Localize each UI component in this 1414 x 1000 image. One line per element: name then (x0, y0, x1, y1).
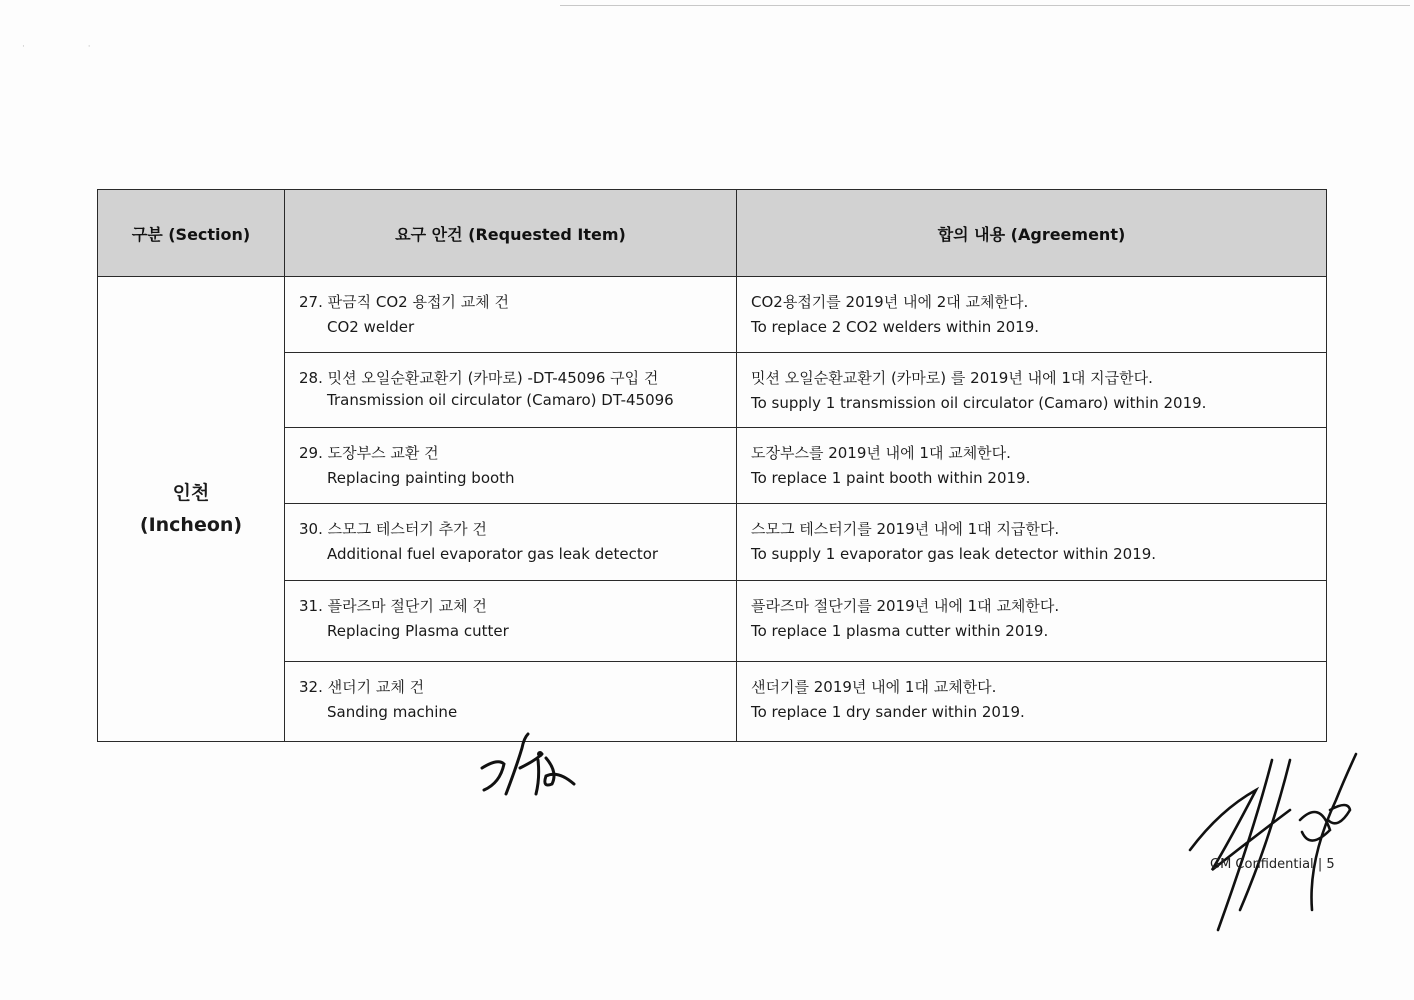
header-section: 구분 (Section) (98, 190, 285, 277)
section-name-ko: 인천 (172, 482, 210, 504)
agreement-ko: 스모그 테스터기를 2019년 내에 1대 지급한다. (751, 520, 1060, 538)
item-title-en: Transmission oil circulator (Camaro) DT-45096 (327, 391, 674, 409)
agreement-table (97, 189, 1327, 742)
item-title-ko: 30. 스모그 테스터기 추가 건 (299, 520, 487, 538)
agreement-ko: 샌더기를 2019년 내에 1대 교체한다. (751, 678, 997, 696)
agreement-cell (737, 662, 1327, 742)
footer-separator: | (1317, 857, 1323, 872)
item-title-en: Replacing Plasma cutter (327, 622, 509, 640)
agreement-cell (737, 428, 1327, 504)
signature-left-icon (476, 728, 596, 803)
item-title-en: CO2 welder (327, 318, 415, 336)
agreement-ko: 도장부스를 2019년 내에 1대 교체한다. (751, 444, 1011, 462)
agreement-en: To replace 1 plasma cutter within 2019. (751, 622, 1049, 640)
item-title-ko: 28. 밋션 오일순환교환기 (카마로) -DT-45096 구입 건 (299, 369, 659, 387)
page-number: 5 (1326, 857, 1335, 872)
requested-item-cell (285, 428, 737, 504)
item-title-ko: 31. 플라즈마 절단기 교체 건 (299, 597, 487, 615)
item-title-ko: 27. 판금직 CO2 용접기 교체 건 (299, 293, 509, 311)
item-title-ko: 32. 샌더기 교체 건 (299, 678, 425, 696)
agreement-ko: CO2용접기를 2019년 내에 2대 교체한다. (751, 293, 1029, 311)
requested-item-cell (285, 504, 737, 581)
item-title-en: Replacing painting booth (327, 469, 515, 487)
table-row (98, 277, 1327, 353)
table-header-row (98, 190, 1327, 277)
scan-specks: · · (22, 42, 121, 52)
header-agreement: 합의 내용 (Agreement) (737, 190, 1327, 277)
agreement-cell (737, 353, 1327, 428)
agreement-cell (737, 581, 1327, 662)
item-title-en: Sanding machine (327, 703, 458, 721)
agreement-en: To replace 2 CO2 welders within 2019. (751, 318, 1040, 336)
agreement-en: To replace 1 paint booth within 2019. (751, 469, 1031, 487)
section-name-en: (Incheon) (139, 514, 243, 536)
signature-right-icon (1180, 740, 1370, 940)
agreement-cell (737, 504, 1327, 581)
item-title-en: Additional fuel evaporator gas leak detector (327, 545, 659, 563)
section-cell (98, 277, 285, 742)
footer (1210, 857, 1335, 872)
agreement-en: To supply 1 evaporator gas leak detector within 2019. (751, 545, 1157, 563)
requested-item-cell (285, 277, 737, 353)
agreement-en: To replace 1 dry sander within 2019. (751, 703, 1025, 721)
footer-label: GM Confidential (1210, 857, 1314, 872)
header-requested-item: 요구 안건 (Requested Item) (285, 190, 737, 277)
item-title-ko: 29. 도장부스 교환 건 (299, 444, 439, 462)
agreement-ko: 플라즈마 절단기를 2019년 내에 1대 교체한다. (751, 597, 1060, 615)
scan-edge-line (560, 5, 1410, 6)
agreement-cell (737, 277, 1327, 353)
agreement-ko: 밋션 오일순환교환기 (카마로) 를 2019년 내에 1대 지급한다. (751, 369, 1153, 387)
agreement-en: To supply 1 transmission oil circulator (Camaro) within 2019. (751, 394, 1207, 412)
requested-item-cell (285, 353, 737, 428)
requested-item-cell (285, 581, 737, 662)
